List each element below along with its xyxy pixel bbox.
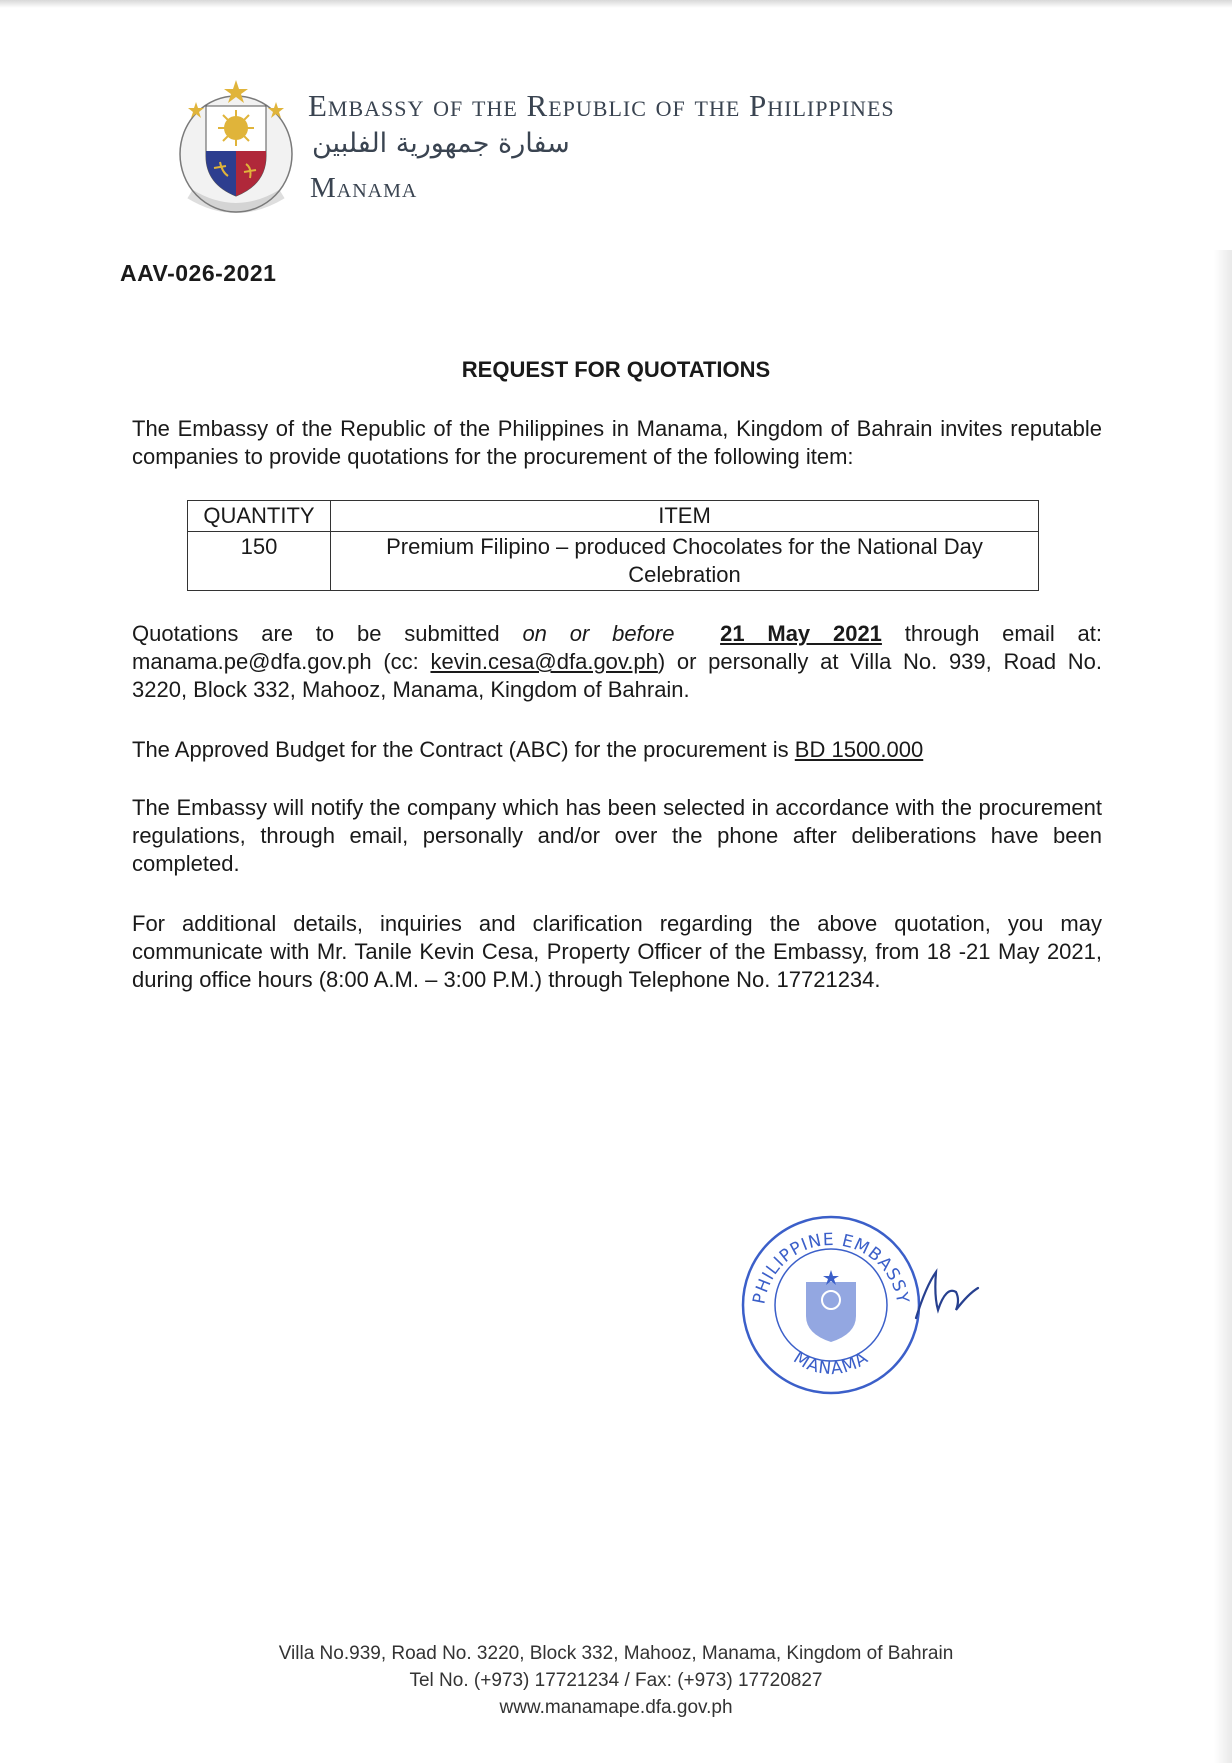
svg-text:MANAMA <box>790 1348 873 1379</box>
document-title: REQUEST FOR QUOTATIONS <box>461 357 771 382</box>
footer-phone: Tel No. (+973) 17721234 / Fax: (+973) 17720827 <box>409 1670 823 1691</box>
scan-shade-right <box>1214 250 1232 1763</box>
quantity-header: QUANTITY <box>188 501 331 532</box>
embassy-name: Embassy of the Republic of the Philippines <box>308 88 895 123</box>
item-header: ITEM <box>331 501 1039 532</box>
submission-email-text: through email at: manama.pe@dfa.gov.ph (cc: <box>132 621 1102 674</box>
budget-amount: BD 1500.000 <box>794 737 924 762</box>
notify-paragraph: The Embassy will notify the company which has been selected in accordance with the procurement regulations, through email, personally and/or over the phone after deliberations have been completed. <box>132 795 1102 876</box>
submission-deadline-phrase: on or before <box>522 621 675 646</box>
submission-paragraph <box>132 620 1102 704</box>
item-cell: Premium Filipino – produced Chocolates for the National Day Celebration <box>331 532 1039 591</box>
embassy-city: Manama <box>310 172 418 204</box>
table-row <box>188 532 1039 591</box>
embassy-name-arabic: سفارة جمهورية الفلبين <box>312 128 570 159</box>
signature-icon <box>912 1266 982 1326</box>
philippine-seal-icon <box>176 76 296 216</box>
cc-email-link[interactable]: kevin.cesa@dfa.gov.ph <box>430 649 658 674</box>
quantity-cell: 150 <box>188 532 331 591</box>
reference-number: AAV-026-2021 <box>120 260 277 286</box>
footer-website[interactable]: www.manamape.dfa.gov.ph <box>499 1697 733 1718</box>
intro-paragraph: The Embassy of the Republic of the Philippines in Manama, Kingdom of Bahrain invites reputable companies to provide quotations for the procurement of the following item: <box>132 416 1102 469</box>
submission-address: ) or personally at Villa No. 939, Road No. 3220, Block 332, Mahooz, Manama, Kingdom of Bahrain. <box>132 649 1102 702</box>
details-paragraph: For additional details, inquiries and clarification regarding the above quotation, you may communicate with Mr. Tanile Kevin Cesa, Property Officer of the Embassy, from 18 -21 May 2021, during office hours (8:00 A.M. – 3:00 P.M.) through Telephone No. 17721234. <box>132 911 1102 992</box>
scan-shade-top <box>0 0 1232 8</box>
stamp-bottom-text: MANAMA <box>789 1347 873 1380</box>
embassy-stamp-icon <box>738 1212 924 1398</box>
budget-text: The Approved Budget for the Contract (ABC) for the procurement is <box>132 737 789 762</box>
table-header-row <box>188 501 1039 532</box>
submission-lead: Quotations are to be submitted <box>132 621 500 646</box>
submission-date: 21 May 2021 <box>720 621 882 646</box>
stamp-top-text: PHILIPPINE EMBASSY <box>749 1229 913 1306</box>
items-table <box>187 500 1039 591</box>
budget-paragraph <box>132 736 1102 764</box>
footer-address: Villa No.939, Road No. 3220, Block 332, Mahooz, Manama, Kingdom of Bahrain <box>278 1643 954 1664</box>
